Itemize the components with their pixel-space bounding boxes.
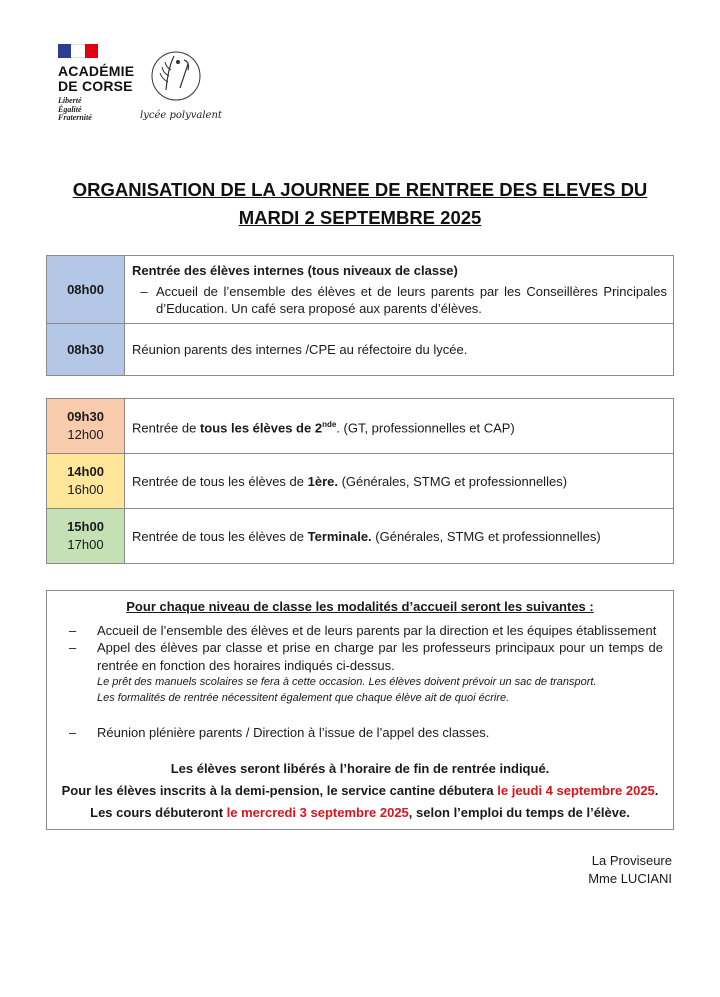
list-item: – Accueil de l’ensemble des élèves et de leurs parents par la direction et les équipes établissement bbox=[69, 622, 657, 638]
final-line-3: Les cours débuteront le mercredi 3 septembre 2025, selon l’emploi du temps de l’élève. bbox=[90, 804, 630, 820]
modalites-list bbox=[69, 622, 663, 742]
row-heading: Rentrée des élèves internes (tous niveaux de classe) bbox=[132, 263, 458, 278]
list-item: – Accueil de l’ensemble des élèves et de leurs parents par les Conseillères Principales d’Education. Un café sera proposé aux parents d’élèves. bbox=[132, 283, 667, 317]
time-cell: 15h00 17h00 bbox=[47, 509, 125, 564]
time-cell: 09h30 12h00 bbox=[47, 399, 125, 454]
french-flag-icon bbox=[58, 44, 98, 58]
modalites-box bbox=[46, 590, 674, 830]
signature-role: La Proviseure bbox=[591, 853, 672, 868]
desc-cell: Rentrée de tous les élèves de Terminale. (Générales, STMG et professionnelles) bbox=[125, 509, 674, 564]
desc-cell: Rentrée de tous les élèves de 1ère. (Générales, STMG et professionnelles) bbox=[125, 454, 674, 509]
note: Les formalités de rentrée nécessitent également que chaque élève ait de quoi écrire. bbox=[97, 692, 510, 704]
table-row bbox=[47, 509, 674, 564]
list-item: – Appel des élèves par classe et prise en charge par les professeurs principaux pour un temps de rentrée en fonction des horaires indiqués ci-dessus. bbox=[69, 640, 663, 673]
final-line-2: Pour les élèves inscrits à la demi-pension, le service cantine débutera le jeudi 4 septembre 2025. bbox=[61, 782, 659, 798]
dash-icon: – bbox=[69, 622, 77, 638]
desc-cell: Réunion parents des internes /CPE au réfectoire du lycée. bbox=[125, 324, 674, 376]
academie-logo: ACADÉMIE DE CORSE bbox=[58, 63, 135, 94]
table-row bbox=[47, 454, 674, 509]
table-row bbox=[47, 399, 674, 454]
dash-icon: – bbox=[140, 284, 148, 299]
signature bbox=[588, 852, 672, 888]
time-cell: 14h00 16h00 bbox=[47, 454, 125, 509]
modalites-heading: Pour chaque niveau de classe les modalités d’accueil seront les suivantes : bbox=[126, 599, 594, 614]
page-title: ORGANISATION DE LA JOURNEE DE RENTREE DES ELEVES DU MARDI 2 SEPTEMBRE 2025 bbox=[72, 179, 648, 228]
table-row bbox=[47, 324, 674, 376]
desc-cell: Rentrée de tous les élèves de 2nde. (GT, professionnelles et CAP) bbox=[125, 399, 674, 454]
dash-icon: – bbox=[69, 640, 77, 655]
table-row bbox=[47, 256, 674, 324]
dash-icon: – bbox=[69, 725, 77, 740]
desc-cell bbox=[125, 256, 674, 324]
devise: Liberté Égalité Fraternité bbox=[58, 96, 92, 122]
signature-name: Mme LUCIANI bbox=[588, 871, 672, 886]
time-cell: 08h30 bbox=[47, 324, 125, 376]
final-line-1: Les élèves seront libérés à l’horaire de fin de rentrée indiqué. bbox=[170, 760, 550, 776]
header-logos bbox=[58, 44, 258, 134]
internes-schedule-table bbox=[46, 255, 674, 376]
list-item: – Réunion plénière parents / Direction à l’issue de l’appel des classes. bbox=[69, 725, 490, 740]
time-cell: 08h00 bbox=[47, 256, 125, 324]
lycee-logo-text: lycée polyvalent bbox=[140, 110, 222, 121]
note: Le prêt des manuels scolaires se fera à cette occasion. Les élèves doivent prévoir un sac de transport. bbox=[97, 676, 597, 688]
niveaux-schedule-table bbox=[46, 398, 674, 564]
